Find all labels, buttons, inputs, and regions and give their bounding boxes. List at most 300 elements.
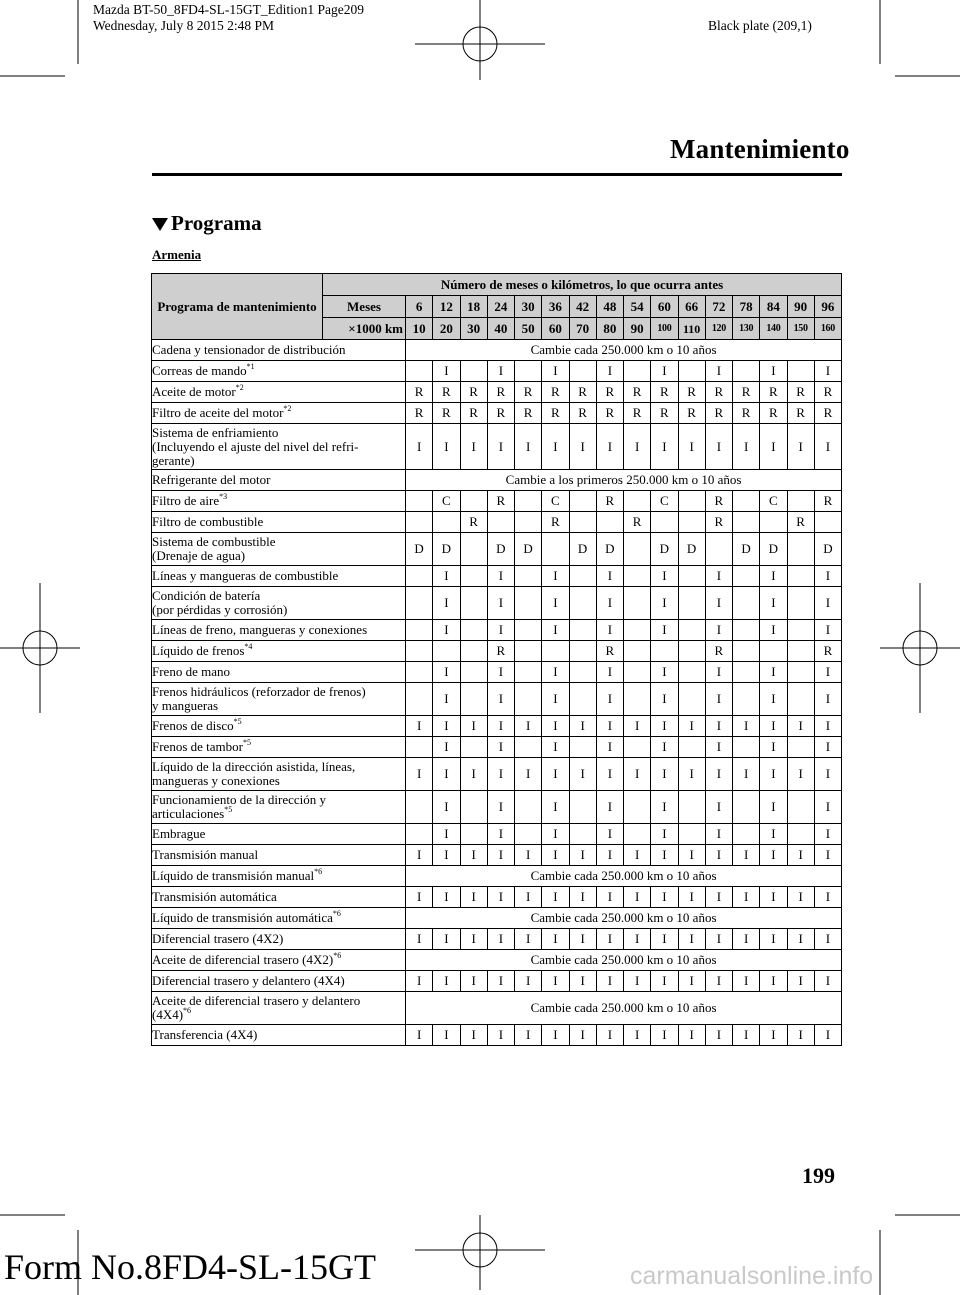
service-mark: I bbox=[760, 845, 787, 866]
service-mark bbox=[787, 791, 814, 824]
table-row bbox=[152, 866, 842, 887]
service-mark: D bbox=[596, 533, 623, 566]
service-mark bbox=[760, 641, 787, 662]
service-mark: R bbox=[814, 382, 841, 403]
service-mark: I bbox=[542, 587, 569, 620]
service-mark: I bbox=[542, 971, 569, 992]
service-mark bbox=[406, 491, 433, 512]
service-mark: I bbox=[787, 716, 814, 737]
item-label-line: Aceite de diferencial trasero (4X2) bbox=[152, 952, 334, 967]
service-mark: R bbox=[814, 403, 841, 424]
footnote-ref: *2 bbox=[235, 382, 244, 392]
service-mark bbox=[733, 641, 760, 662]
service-mark bbox=[569, 737, 596, 758]
service-mark: R bbox=[678, 382, 705, 403]
item-label-line: Condición de batería bbox=[152, 588, 261, 603]
item-label-line: Embrague bbox=[152, 826, 206, 841]
service-mark bbox=[624, 791, 651, 824]
service-mark: I bbox=[515, 929, 542, 950]
service-mark: R bbox=[705, 403, 732, 424]
service-mark: R bbox=[406, 382, 433, 403]
group-header: Número de meses o kilómetros, lo que ocurra antes bbox=[323, 274, 842, 296]
item-label-line: Aceite de diferencial trasero y delantero bbox=[152, 993, 361, 1008]
item-label-line: Diferencial trasero y delantero (4X4) bbox=[152, 973, 345, 988]
item-label-line: Frenos de tambor bbox=[152, 739, 243, 754]
service-mark: I bbox=[515, 887, 542, 908]
service-mark: I bbox=[569, 971, 596, 992]
service-mark: I bbox=[651, 758, 678, 791]
service-mark: I bbox=[733, 929, 760, 950]
service-mark bbox=[787, 587, 814, 620]
service-mark bbox=[460, 620, 487, 641]
service-mark bbox=[460, 662, 487, 683]
month-header: 54 bbox=[624, 296, 651, 318]
service-mark bbox=[569, 620, 596, 641]
month-header: 18 bbox=[460, 296, 487, 318]
service-mark bbox=[406, 620, 433, 641]
service-mark: I bbox=[705, 887, 732, 908]
service-mark: I bbox=[460, 845, 487, 866]
service-mark bbox=[515, 662, 542, 683]
service-mark: I bbox=[624, 929, 651, 950]
service-mark: I bbox=[760, 361, 787, 382]
service-mark: I bbox=[487, 737, 514, 758]
service-mark: I bbox=[406, 716, 433, 737]
service-mark: R bbox=[487, 491, 514, 512]
service-mark: I bbox=[542, 716, 569, 737]
service-mark: I bbox=[705, 971, 732, 992]
item-label-line: Líneas de freno, mangueras y conexiones bbox=[152, 622, 368, 637]
service-mark: I bbox=[569, 758, 596, 791]
service-mark: I bbox=[705, 845, 732, 866]
table-row bbox=[152, 887, 842, 908]
month-header: 96 bbox=[814, 296, 841, 318]
service-mark bbox=[787, 662, 814, 683]
item-label bbox=[152, 866, 406, 887]
service-mark bbox=[624, 824, 651, 845]
service-mark: I bbox=[406, 971, 433, 992]
service-mark: I bbox=[624, 424, 651, 470]
service-mark: I bbox=[624, 971, 651, 992]
month-header: 90 bbox=[787, 296, 814, 318]
service-mark: I bbox=[596, 361, 623, 382]
service-mark: I bbox=[487, 758, 514, 791]
print-header-line1: Mazda BT-50_8FD4-SL-15GT_Edition1 Page209 bbox=[93, 2, 364, 17]
service-mark: I bbox=[814, 662, 841, 683]
service-mark bbox=[787, 641, 814, 662]
service-mark: I bbox=[596, 662, 623, 683]
service-mark: I bbox=[487, 845, 514, 866]
service-mark bbox=[624, 491, 651, 512]
service-mark: I bbox=[515, 845, 542, 866]
service-mark: I bbox=[814, 824, 841, 845]
service-mark: I bbox=[542, 424, 569, 470]
service-mark: I bbox=[651, 1025, 678, 1046]
service-mark: R bbox=[705, 382, 732, 403]
km-header: 150 bbox=[787, 318, 814, 340]
interval-note: Cambie cada 250.000 km o 10 años bbox=[406, 950, 842, 971]
service-mark: I bbox=[487, 716, 514, 737]
service-mark: I bbox=[787, 845, 814, 866]
service-mark: I bbox=[569, 1025, 596, 1046]
service-mark: I bbox=[433, 758, 460, 791]
service-mark bbox=[515, 491, 542, 512]
item-label-line: Líquido de transmisión automática bbox=[152, 910, 333, 925]
service-mark: I bbox=[406, 887, 433, 908]
service-mark bbox=[515, 361, 542, 382]
service-mark: R bbox=[624, 512, 651, 533]
service-mark: R bbox=[733, 382, 760, 403]
item-label-line: articulaciones bbox=[152, 806, 225, 821]
month-header: 36 bbox=[542, 296, 569, 318]
service-mark: I bbox=[733, 716, 760, 737]
service-mark: I bbox=[596, 620, 623, 641]
service-mark: I bbox=[487, 1025, 514, 1046]
service-mark bbox=[460, 566, 487, 587]
service-mark bbox=[733, 587, 760, 620]
print-header-line2: Wednesday, July 8 2015 2:48 PM bbox=[93, 18, 275, 33]
service-mark bbox=[406, 737, 433, 758]
service-mark: I bbox=[733, 887, 760, 908]
service-mark: I bbox=[760, 683, 787, 716]
item-label bbox=[152, 1025, 406, 1046]
service-mark: I bbox=[733, 758, 760, 791]
service-mark: I bbox=[651, 887, 678, 908]
service-mark: I bbox=[705, 791, 732, 824]
service-mark bbox=[515, 566, 542, 587]
table-row bbox=[152, 512, 842, 533]
service-mark bbox=[460, 737, 487, 758]
service-mark: I bbox=[542, 361, 569, 382]
item-label-line: Líquido de transmisión manual bbox=[152, 868, 315, 883]
service-mark: I bbox=[569, 887, 596, 908]
month-header: 84 bbox=[760, 296, 787, 318]
service-mark: I bbox=[596, 587, 623, 620]
service-mark: I bbox=[542, 683, 569, 716]
service-mark: I bbox=[651, 566, 678, 587]
service-mark: I bbox=[433, 662, 460, 683]
service-mark: I bbox=[787, 971, 814, 992]
km-header: 10 bbox=[406, 318, 433, 340]
service-mark: I bbox=[406, 845, 433, 866]
item-label bbox=[152, 491, 406, 512]
service-mark bbox=[406, 361, 433, 382]
service-mark: R bbox=[542, 512, 569, 533]
km-header: 120 bbox=[705, 318, 732, 340]
service-mark bbox=[515, 737, 542, 758]
service-mark bbox=[515, 587, 542, 620]
service-mark: R bbox=[814, 641, 841, 662]
table-row bbox=[152, 791, 842, 824]
print-header bbox=[93, 2, 364, 34]
service-mark bbox=[733, 620, 760, 641]
item-label-line: Sistema de enfriamiento bbox=[152, 424, 279, 440]
footnote-ref: *5 bbox=[224, 804, 233, 814]
item-label bbox=[152, 382, 406, 403]
service-mark: I bbox=[651, 791, 678, 824]
service-mark bbox=[515, 791, 542, 824]
service-mark: I bbox=[542, 662, 569, 683]
table-row bbox=[152, 716, 842, 737]
service-mark bbox=[460, 641, 487, 662]
service-mark bbox=[705, 533, 732, 566]
service-mark bbox=[460, 533, 487, 566]
service-mark bbox=[651, 641, 678, 662]
service-mark: I bbox=[487, 824, 514, 845]
service-mark: I bbox=[542, 929, 569, 950]
item-label-line: Transmisión manual bbox=[152, 847, 259, 862]
service-mark: I bbox=[433, 845, 460, 866]
service-mark: D bbox=[733, 533, 760, 566]
table-row bbox=[152, 491, 842, 512]
service-mark bbox=[460, 491, 487, 512]
service-mark: C bbox=[651, 491, 678, 512]
service-mark: I bbox=[596, 887, 623, 908]
service-mark: D bbox=[515, 533, 542, 566]
service-mark: I bbox=[814, 716, 841, 737]
service-mark: I bbox=[596, 683, 623, 716]
service-mark bbox=[787, 491, 814, 512]
km-header: 50 bbox=[515, 318, 542, 340]
service-mark: I bbox=[705, 566, 732, 587]
service-mark: I bbox=[678, 1025, 705, 1046]
item-label bbox=[152, 971, 406, 992]
service-mark: C bbox=[542, 491, 569, 512]
footnote-ref: *6 bbox=[183, 1005, 192, 1015]
km-header: 140 bbox=[760, 318, 787, 340]
service-mark: I bbox=[569, 845, 596, 866]
service-mark: I bbox=[596, 845, 623, 866]
service-mark: R bbox=[705, 491, 732, 512]
item-label bbox=[152, 845, 406, 866]
service-mark: I bbox=[487, 424, 514, 470]
service-mark: I bbox=[515, 716, 542, 737]
service-mark: I bbox=[515, 1025, 542, 1046]
service-mark: I bbox=[596, 791, 623, 824]
item-label bbox=[152, 620, 406, 641]
service-mark: I bbox=[406, 758, 433, 791]
month-header: 24 bbox=[487, 296, 514, 318]
service-mark bbox=[406, 587, 433, 620]
table-row bbox=[152, 824, 842, 845]
service-mark: I bbox=[433, 424, 460, 470]
service-mark: I bbox=[651, 971, 678, 992]
table-row bbox=[152, 403, 842, 424]
item-label bbox=[152, 587, 406, 620]
service-mark bbox=[733, 824, 760, 845]
service-mark: R bbox=[433, 382, 460, 403]
item-label-line: Líneas y mangueras de combustible bbox=[152, 568, 339, 583]
service-mark bbox=[787, 361, 814, 382]
item-label-line: Freno de mano bbox=[152, 664, 230, 679]
item-label bbox=[152, 683, 406, 716]
item-label-line: Cadena y tensionador de distribución bbox=[152, 342, 346, 357]
service-mark: I bbox=[433, 361, 460, 382]
service-mark: I bbox=[733, 424, 760, 470]
item-label bbox=[152, 716, 406, 737]
service-mark: R bbox=[651, 382, 678, 403]
service-mark: I bbox=[760, 737, 787, 758]
service-mark: I bbox=[760, 587, 787, 620]
service-mark bbox=[406, 824, 433, 845]
service-mark: I bbox=[542, 791, 569, 824]
service-mark: I bbox=[433, 566, 460, 587]
service-mark: I bbox=[733, 845, 760, 866]
item-label bbox=[152, 662, 406, 683]
table-row bbox=[152, 361, 842, 382]
service-mark bbox=[733, 737, 760, 758]
service-mark: I bbox=[814, 887, 841, 908]
region-label: Armenia bbox=[152, 247, 202, 262]
section-title: Mantenimiento bbox=[670, 134, 850, 164]
service-mark bbox=[460, 683, 487, 716]
service-mark: R bbox=[569, 403, 596, 424]
service-mark: I bbox=[542, 824, 569, 845]
month-header: 78 bbox=[733, 296, 760, 318]
item-label bbox=[152, 566, 406, 587]
service-mark: I bbox=[460, 887, 487, 908]
service-mark: I bbox=[406, 424, 433, 470]
service-mark: I bbox=[814, 620, 841, 641]
service-mark: I bbox=[705, 716, 732, 737]
service-mark: I bbox=[705, 587, 732, 620]
service-mark: D bbox=[814, 533, 841, 566]
service-mark: I bbox=[433, 1025, 460, 1046]
service-mark bbox=[433, 512, 460, 533]
item-label bbox=[152, 403, 406, 424]
service-mark bbox=[596, 512, 623, 533]
km-header: 30 bbox=[460, 318, 487, 340]
service-mark bbox=[678, 491, 705, 512]
item-label-line: (Drenaje de agua) bbox=[152, 548, 246, 563]
service-mark bbox=[406, 512, 433, 533]
item-label bbox=[152, 758, 406, 791]
service-mark bbox=[624, 533, 651, 566]
item-label-line: gerante) bbox=[152, 452, 195, 468]
service-mark: I bbox=[433, 587, 460, 620]
service-mark: R bbox=[596, 403, 623, 424]
service-mark bbox=[733, 361, 760, 382]
service-mark: I bbox=[651, 587, 678, 620]
item-label-line: Frenos hidráulicos (reforzador de frenos) bbox=[152, 684, 366, 699]
item-label bbox=[152, 641, 406, 662]
km-header: 60 bbox=[542, 318, 569, 340]
service-mark: R bbox=[814, 491, 841, 512]
item-label-line: Frenos de disco bbox=[152, 718, 234, 733]
interval-note: Cambie cada 250.000 km o 10 años bbox=[406, 992, 842, 1025]
page-number: 199 bbox=[802, 1163, 835, 1188]
table-row bbox=[152, 382, 842, 403]
table-row bbox=[152, 424, 842, 470]
service-mark: R bbox=[787, 512, 814, 533]
watermark: carmanualsonline.info bbox=[630, 1262, 874, 1290]
footnote-ref: *1 bbox=[246, 361, 255, 371]
service-mark bbox=[678, 512, 705, 533]
service-mark: I bbox=[651, 845, 678, 866]
interval-note: Cambie cada 250.000 km o 10 años bbox=[406, 908, 842, 929]
service-mark: I bbox=[651, 737, 678, 758]
service-mark bbox=[542, 533, 569, 566]
service-mark bbox=[678, 737, 705, 758]
service-mark: I bbox=[705, 424, 732, 470]
service-mark: I bbox=[487, 587, 514, 620]
service-mark: I bbox=[624, 1025, 651, 1046]
service-mark: I bbox=[460, 424, 487, 470]
service-mark: I bbox=[487, 566, 514, 587]
service-mark: R bbox=[624, 403, 651, 424]
table-row bbox=[152, 737, 842, 758]
service-mark: I bbox=[542, 887, 569, 908]
service-mark: I bbox=[569, 424, 596, 470]
service-mark: R bbox=[487, 382, 514, 403]
service-mark: I bbox=[678, 929, 705, 950]
service-mark: R bbox=[787, 403, 814, 424]
service-mark: I bbox=[487, 929, 514, 950]
item-label-line: Refrigerante del motor bbox=[152, 472, 271, 487]
service-mark: R bbox=[487, 403, 514, 424]
service-mark: I bbox=[787, 1025, 814, 1046]
service-mark: I bbox=[460, 971, 487, 992]
service-mark: I bbox=[569, 929, 596, 950]
service-mark: I bbox=[596, 566, 623, 587]
service-mark: I bbox=[760, 791, 787, 824]
form-number: Form No.8FD4-SL-15GT bbox=[4, 1247, 377, 1287]
service-mark: I bbox=[651, 424, 678, 470]
service-mark bbox=[406, 662, 433, 683]
service-mark: R bbox=[651, 403, 678, 424]
service-mark bbox=[569, 791, 596, 824]
service-mark bbox=[433, 641, 460, 662]
service-mark: I bbox=[624, 758, 651, 791]
service-mark bbox=[678, 587, 705, 620]
service-mark bbox=[733, 662, 760, 683]
service-mark bbox=[624, 737, 651, 758]
service-mark bbox=[460, 824, 487, 845]
service-mark: I bbox=[814, 845, 841, 866]
service-mark: I bbox=[651, 929, 678, 950]
service-mark: I bbox=[760, 566, 787, 587]
service-mark: I bbox=[487, 683, 514, 716]
service-mark bbox=[487, 512, 514, 533]
service-mark bbox=[406, 791, 433, 824]
service-mark: I bbox=[569, 716, 596, 737]
table-row bbox=[152, 533, 842, 566]
item-label-line: (por pérdidas y corrosión) bbox=[152, 602, 288, 617]
item-label bbox=[152, 340, 406, 361]
service-mark: I bbox=[705, 758, 732, 791]
service-mark: I bbox=[760, 716, 787, 737]
item-label-line: (Incluyendo el ajuste del nivel del refri- bbox=[152, 438, 359, 454]
service-mark: D bbox=[487, 533, 514, 566]
service-mark: I bbox=[651, 824, 678, 845]
footnote-ref: *6 bbox=[333, 950, 342, 960]
service-mark: I bbox=[460, 716, 487, 737]
service-mark: I bbox=[678, 845, 705, 866]
km-header: 90 bbox=[624, 318, 651, 340]
service-mark: I bbox=[596, 929, 623, 950]
service-mark bbox=[814, 512, 841, 533]
item-label bbox=[152, 887, 406, 908]
item-label bbox=[152, 533, 406, 566]
service-mark: I bbox=[814, 791, 841, 824]
service-mark: I bbox=[814, 929, 841, 950]
service-mark bbox=[569, 824, 596, 845]
item-label bbox=[152, 737, 406, 758]
service-mark: I bbox=[814, 361, 841, 382]
month-header: 48 bbox=[596, 296, 623, 318]
service-mark: I bbox=[487, 791, 514, 824]
service-mark: R bbox=[569, 382, 596, 403]
